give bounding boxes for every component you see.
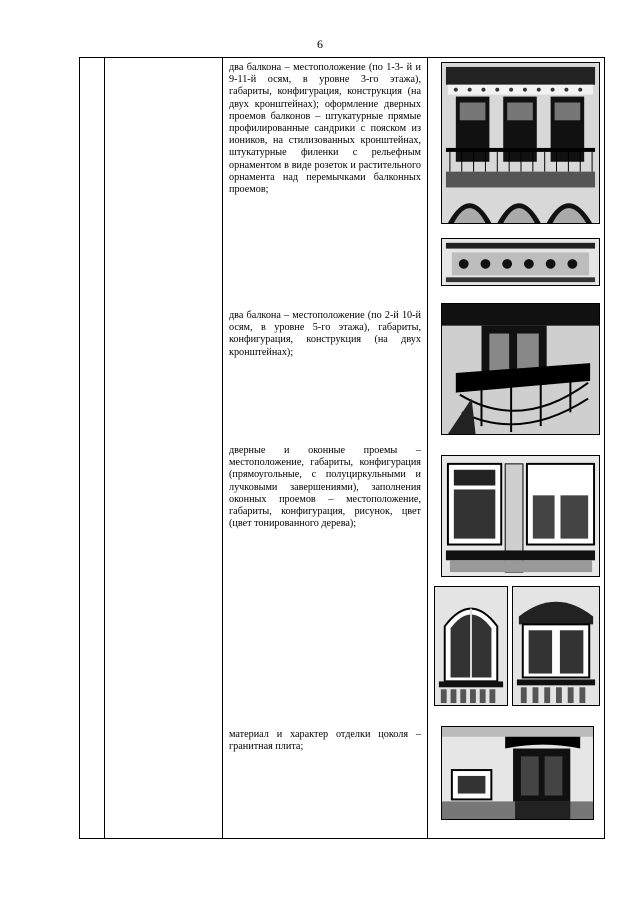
page-number: 6: [317, 37, 323, 51]
window-semicircular-image: [435, 587, 507, 705]
balcony-5th-floor-photo: [441, 303, 600, 435]
entry-text: два балкона – местоположение (по 2-й 10-й осям, в уровне 5-го этажа), габариты, конфигурация, конструкция (на двух кронштейнах);: [229, 310, 421, 358]
column-divider: [222, 58, 223, 838]
plinth-granite-image: [442, 727, 593, 819]
entry-text: дверные и оконные проемы – местоположение, габариты, конфигурация (прямоугольные, с полуциркульными и лучковыми завершениями), заполнения оконных проемов – местоположение, габариты, конфигурация, рисунок, цвет (цвет тонированного дерева);: [229, 445, 421, 530]
plinth-granite-photo: [441, 726, 594, 820]
ornament-frieze-image: [442, 239, 599, 285]
balcony-3rd-floor-photo: [441, 62, 600, 224]
window-semicircular-photo: [434, 586, 508, 706]
window-segmental-photo: [512, 586, 600, 706]
entry-text: материал и характер отделки цоколя – гранитная плита;: [229, 729, 421, 753]
balcony-5th-floor-image: [442, 304, 599, 434]
window-rectangular-photo: [441, 455, 600, 577]
balcony-3rd-floor-image: [442, 63, 599, 223]
window-segmental-image: [513, 587, 599, 705]
window-rectangular-image: [442, 456, 599, 576]
ornament-frieze-photo: [441, 238, 600, 286]
column-divider: [104, 58, 105, 838]
column-divider: [427, 58, 428, 838]
entry-text: два балкона – местоположение (по 1-3- й и 9-11-й осям, в уровне 3-го этажа), габариты, конфигурация, конструкция (на двух кронштейнах); оформление дверных проемов балконов – штукатурные прямые профилированные сандрики с пояском из иоников, на стилизованных кронштейнах, штукатурные филенки с рельефным орнаментом в виде розеток и растительного орнамента над перемычками балконных проемов;: [229, 62, 421, 196]
